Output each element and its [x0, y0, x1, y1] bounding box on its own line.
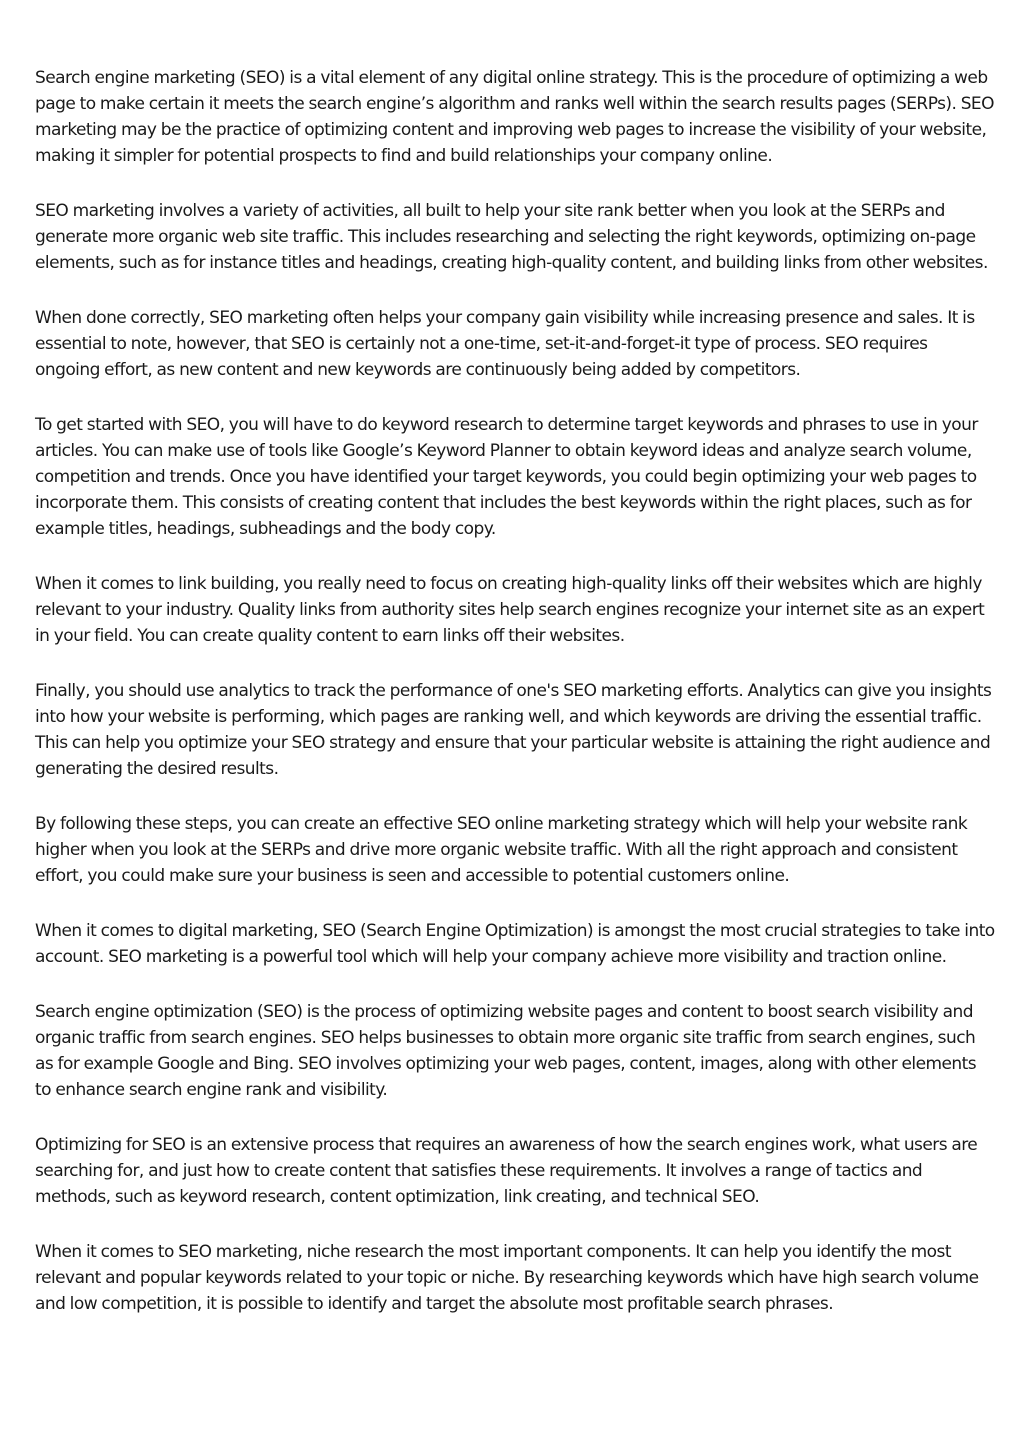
paragraph-9: Search engine optimization (SEO) is the process of optimizing website pages and content to boost search visibility and organic traffic from search engines. SEO helps businesses to obtain more organic site traffic from search engines, such as for example Google and Bing. SEO involves optimizing your web pages, content, images, along with other elements to enhance search engine rank and visibility.: [35, 1002, 977, 1100]
paragraph-6: Finally, you should use analytics to track the performance of one's SEO marketing efforts. Analytics can give you insights into how your website is performing, which pages are ranking well, and which keywords are driving the essential traffic. This can help you optimize your SEO strategy and ensure that your particular website is attaining the right audience and generating the desired results.: [35, 681, 992, 779]
document-body: [35, 65, 995, 1346]
paragraph-1: Search engine marketing (SEO) is a vital element of any digital online strategy. This is the procedure of optimizing a web page to make certain it meets the search engine’s algorithm and ranks well within the search results pages (SERPs). SEO marketing may be the practice of optimizing content and improving web pages to increase the visibility of your website, making it simpler for potential prospects to find and build relationships your company online.: [35, 68, 994, 166]
paragraph-5: When it comes to link building, you really need to focus on creating high-quality links off their websites which are highly relevant to your industry. Quality links from authority sites help search engines recognize your internet site as an expert in your field. You can create quality content to earn links off their websites.: [35, 574, 985, 646]
paragraph-3: When done correctly, SEO marketing often helps your company gain visibility while increasing presence and sales. It is essential to note, however, that SEO is certainly not a one-time, set-it-and-forget-it type of process. SEO requires ongoing effort, as new content and new keywords are continuously being added by competitors.: [35, 308, 975, 380]
paragraph-8: When it comes to digital marketing, SEO (Search Engine Optimization) is amongst the most crucial strategies to take into account. SEO marketing is a powerful tool which will help your company achieve more visibility and traction online.: [35, 921, 995, 967]
paragraph-2: SEO marketing involves a variety of activities, all built to help your site rank better when you look at the SERPs and generate more organic web site traffic. This includes researching and selecting the right keywords, optimizing on-page elements, such as for instance titles and headings, creating high-quality content, and building links from other websites.: [35, 201, 988, 273]
paragraph-4: To get started with SEO, you will have to do keyword research to determine target keywords and phrases to use in your articles. You can make use of tools like Google’s Keyword Planner to obtain keyword ideas and analyze search volume, competition and trends. Once you have identified your target keywords, you could begin optimizing your web pages to incorporate them. This consists of creating content that includes the best keywords within the right places, such as for example titles, headings, subheadings and the body copy.: [35, 415, 978, 539]
paragraph-10: Optimizing for SEO is an extensive process that requires an awareness of how the search engines work, what users are searching for, and just how to create content that satisfies these requirements. It involves a range of tactics and methods, such as keyword research, content optimization, link creating, and technical SEO.: [35, 1135, 978, 1207]
paragraph-11: When it comes to SEO marketing, niche research the most important components. It can help you identify the most relevant and popular keywords related to your topic or niche. By researching keywords which have high search volume and low competition, it is possible to identify and target the absolute most profitable search phrases.: [35, 1242, 979, 1314]
paragraph-7: By following these steps, you can create an effective SEO online marketing strategy which will help your website rank higher when you look at the SERPs and drive more organic website traffic. With all the right approach and consistent effort, you could make sure your business is seen and accessible to potential customers online.: [35, 814, 968, 886]
